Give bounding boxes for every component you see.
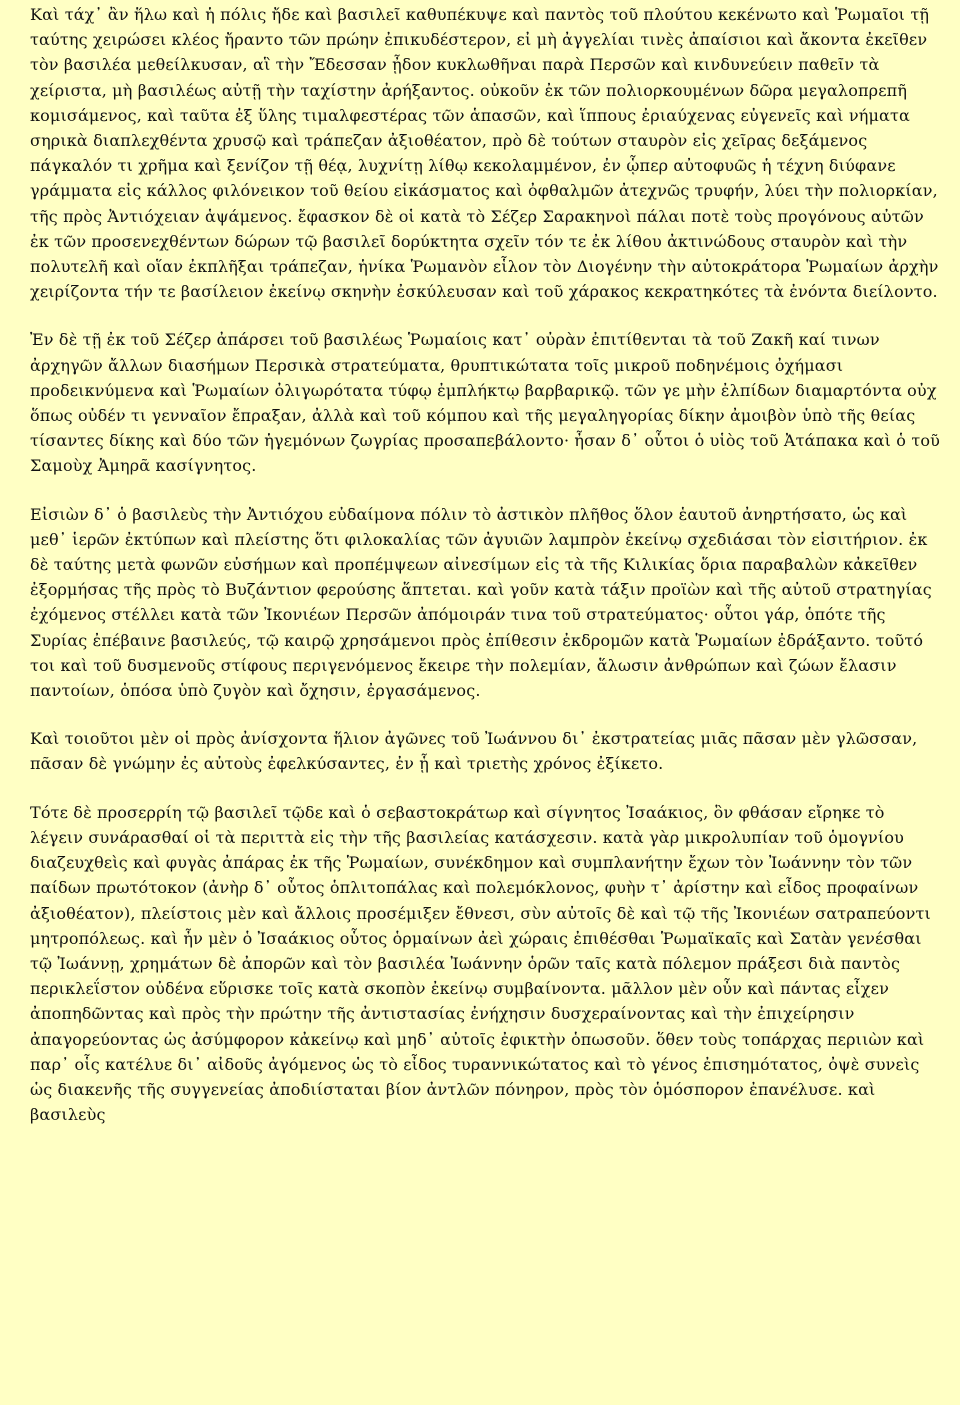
paragraph-1: Καὶ τάχ᾽ ἂν ἥλω καὶ ἡ πόλις ἤδε καὶ βασιλεῖ καθυπέκυψε καὶ παντὸς τοῦ πλούτου κεκένωτο καὶ Ῥωμαῖοι τῇ ταύτης χειρώσει κλέος ἤραντο τῶν πρώην ἐπικυδέστερον, εἰ μὴ ἀγγελίαι τινὲς ἀπαίσιοι καὶ ἄκοντα ἐκεῖθεν τὸν βασιλέα μεθείλκυσαν, αἳ τὴν Ἔδεσσαν ᾖδον κυκλωθῆναι παρὰ Περσῶν καὶ κινδυνεύειν παθεῖν τὰ χείριστα, μὴ βασιλέως αὐτῇ τὴν ταχίστην ἀρήξαντος. οὐκοῦν ἐκ τῶν πολιορκουμένων δῶρα μεγαλοπρεπῆ κομισάμενος, καὶ ταῦτα ἐξ ὕλης τιμαλφεστέρας τῶν ἁπασῶν, καὶ ἵππους ἐριαύχενας εὐγενεῖς καὶ νήματα σηρικὰ διαπλεχθέντα χρυσῷ καὶ τράπεζαν ἀξιοθέατον, πρὸ δὲ τούτων σταυρὸν εἰς χεῖρας δεξάμενος πάγκαλόν τι χρῆμα καὶ ξενίζον τῇ θέᾳ, λυχνίτῃ λίθῳ κεκολαμμένον, ἐν ᾧπερ αὐτοφυῶς ἡ τέχνη διύφανε γράμματα εἰς κάλλος φιλόνεικον τοῦ θείου εἰκάσματος καὶ ὀφθαλμῶν ἀτεχνῶς τρυφήν, λύει τὴν πολιορκίαν, τῆς πρὸς Ἀντιόχειαν ἁψάμενος. ἔφασκον δὲ οἱ κατὰ τὸ Σέζερ Σαρακηνοὶ πάλαι ποτὲ τοὺς προγόνους αὐτῶν ἐκ τῶν προσενεχθέντων δώρων τῷ βασιλεῖ δορύκτητα σχεῖν τόν τε ἐκ λίθου ἀκτινώδους σταυρὸν καὶ τὴν πολυτελῆ καὶ οἵαν ἐκπλῆξαι τράπεζαν, ἡνίκα Ῥωμανὸν εἷλον τὸν Διογένην τὴν αὐτοκράτορα Ῥωμαίων ἀρχὴν χειρίζοντα τήν τε βασίλειον ἐκείνῳ σκηνὴν ἐσκύλευσαν καὶ τοῦ χάρακος κεκρατηκότες τὰ ἐνόντα διείλοντο. xyxy=(30,5,939,302)
paragraph-2: Ἐν δὲ τῇ ἐκ τοῦ Σέζερ ἀπάρσει τοῦ βασιλέως Ῥωμαίοις κατ᾽ οὐρὰν ἐπιτίθενται τὰ τοῦ Ζακῆ καί τινων ἀρχηγῶν ἄλλων διασήμων Περσικὰ στρατεύματα, θρυπτικώτατα τοῖς μικροῦ ποδηνέμοις ὀχήμασι προδεικνύμενα καὶ Ῥωμαίων ὀλιγωρότατα τύφῳ ἐμπλήκτῳ βαρβαρικῷ. τῶν γε μὴν ἐλπίδων διαμαρτόντα οὐχ ὅπως οὐδέν τι γενναῖον ἔπραξαν, ἀλλὰ καὶ τοῦ κόμπου καὶ τῆς μεγαληγορίας δίκην ἀμοιβὸν ὑπὸ τῆς θείας τίσαντες δίκης καὶ δύο τῶν ἡγεμόνων ζωγρίας προσαπεβάλοντο· ἦσαν δ᾽ οὗτοι ὁ υἱὸς τοῦ Ἀτάπακα καὶ ὁ τοῦ Σαμοὺχ Ἀμηρᾶ κασίγνητος. xyxy=(30,330,940,476)
paragraph-3: Εἰσιὼν δ᾽ ὁ βασιλεὺς τὴν Ἀντιόχου εὐδαίμονα πόλιν τὸ ἀστικὸν πλῆθος ὅλον ἑαυτοῦ ἀνηρτήσατο, ὡς καὶ μεθ᾽ ἱερῶν ἐκτύπων καὶ πλείστης ὅτι φιλοκαλίας τῶν ἀγυιῶν λαμπρὸν ἐκείνῳ σχεδιάσαι τὸν εἰσιτήριον. ἐκ δὲ ταύτης μετὰ φωνῶν εὐσήμων καὶ προπέμψεων αἰνεσίμων εἰς τὰ τῆς Κιλικίας ὅρια παραβαλὼν κἀκεῖθεν ἐξορμήσας τῆς πρὸς τὸ Βυζάντιον φερούσης ἅπτεται. καὶ γοῦν κατὰ τάξιν προϊὼν καὶ τῆς αὐτοῦ στρατηγίας ἐχόμενος στέλλει κατὰ τῶν Ἰκονιέων Περσῶν ἀπόμοιράν τινα τοῦ στρατεύματος· οὗτοι γάρ, ὁπότε τῆς Συρίας ἐπέβαινε βασιλεύς, τῷ καιρῷ χρησάμενοι πρὸς ἐπίθεσιν ἐκδρομῶν κατὰ Ῥωμαίων ἐδράξαντο. τοῦτό τοι καὶ τοῦ δυσμενοῦς στίφους περιγενόμενος ἔκειρε τὴν πολεμίαν, ἅλωσιν ἀνθρώπων καὶ ζώων ἔλασιν παντοίων, ὁπόσα ὑπὸ ζυγὸν καὶ ὄχησιν, ἐργασάμενος. xyxy=(30,504,932,701)
paragraph-4: Καὶ τοιοῦτοι μὲν οἱ πρὸς ἀνίσχοντα ἥλιον ἀγῶνες τοῦ Ἰωάννου δι᾽ ἐκστρατείας μιᾶς πᾶσαν μὲν γλῶσσαν, πᾶσαν δὲ γνώμην ἐς αὐτοὺς ἐφελκύσαντες, ἐν ᾗ καὶ τριετὴς χρόνος ἐξίκετο. xyxy=(30,729,918,774)
paragraph-5: Τότε δὲ προσερρίη τῷ βασιλεῖ τῷδε καὶ ὁ σεβαστοκράτωρ καὶ σίγνητος Ἰσαάκιος, ὃν φθάσαν εἴρηκε τὸ λέγειν συνάρασθαί οἱ τὰ περιττὰ εἰς τὴν τῆς βασιλείας κατάσχεσιν. κατὰ γὰρ μικρολυπίαν τοῦ ὁμογνίου διαζευχθεὶς καὶ φυγὰς ἀπάρας ἐκ τῆς Ῥωμαίων, συνέκδημον καὶ συμπλανήτην ἔχων τὸν Ἰωάννην τὸν τῶν παίδων πρωτότοκον (ἀνὴρ δ᾽ οὗτος ὁπλιτοπάλας καὶ πολεμόκλονος, φυὴν τ᾽ ἀρίστην καὶ εἶδος προφαίνων ἀξιοθέατον), πλείστοις μὲν καὶ ἄλλοις προσέμιξεν ἔθνεσι, σὺν αὐτοῖς δὲ καὶ τῷ τῆς Ἰκονιέων σατραπεύοντι μητροπόλεως. καὶ ἦν μὲν ὁ Ἰσαάκιος οὗτος ὁρμαίνων ἀεὶ χώραις ἐπιθέσθαι Ῥωμαϊκαῖς καὶ Σατὰν γενέσθαι τῷ Ἰωάννῃ, χρημάτων δὲ ἀπορῶν καὶ τὸν βασιλέα Ἰωάννην ὁρῶν ταῖς κατὰ πόλεμον πράξεσι διὰ παντὸς περικλεΐστον οὐδένα εὕρισκε τοῖς κατὰ σκοπὸν ἐκείνῳ συμβαίνοντα. μᾶλλον μὲν οὖν καὶ πάντας εἶχεν ἀποπηδῶντας καὶ πρὸς τὴν πρώτην τῆς ἀντιστασίας ἐνήχησιν δυσχεραίνοντας καὶ τὴν ἐπιχείρησιν ἀπαγορεύοντας ὡς ἀσύμφορον κἀκείνῳ καὶ μηδ᾽ αὐτοῖς ἐφικτὴν ὁπωσοῦν. ὅθεν τοὺς τοπάρχας περιιὼν καὶ παρ᾽ οἷς κατέλυε δι᾽ αἰδοῦς ἀγόμενος ὡς τὸ εἶδος τυραννικώτατος καὶ τὸ γένος ἐπισημότατος, ὀψὲ συνεὶς ὡς διακενῆς τῆς συγγενείας ἀποδιίσταται βίον ἀντλῶν πόνηρον, πρὸς τὸν ὁμόσπορον ἐπανέλυσε. καὶ βασιλεὺς xyxy=(30,802,931,1125)
